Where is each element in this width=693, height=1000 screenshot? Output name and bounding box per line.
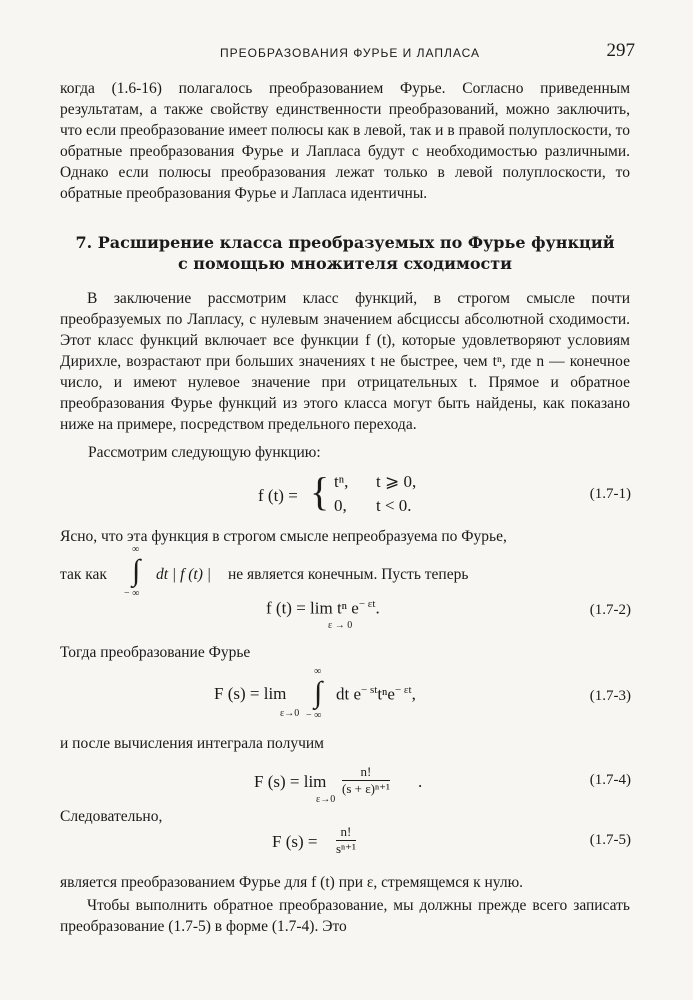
after-integral-line: и после вычисления интеграла получим	[60, 735, 324, 752]
eq3-mid: tⁿe	[377, 684, 395, 704]
eq5-denominator: sⁿ⁺¹	[336, 841, 356, 856]
sokak-lower-limit: − ∞	[124, 588, 140, 599]
eq3-tail: ,	[411, 684, 416, 704]
sokak-prefix: так как	[60, 566, 107, 583]
eq4-limit-sub: ε→0	[316, 794, 336, 805]
eq3-body	[336, 684, 416, 705]
eq2-exponent: − εt	[358, 598, 376, 610]
final-paragraph: Чтобы выполнить обратное преобразование, мы должны прежде всего записать преобразование (1.7-5) в форме (1.7-4). Это	[60, 897, 630, 935]
eq2-number: (1.7-2)	[589, 602, 631, 618]
eq3-lower-limit: − ∞	[306, 710, 322, 721]
eq4-number: (1.7-4)	[589, 772, 631, 788]
eq1-number: (1.7-1)	[589, 486, 631, 502]
eq3-lhs: F (s) = lim	[214, 684, 287, 703]
eq4-numerator: n!	[342, 764, 390, 781]
sokak-suffix: не является конечным. Пусть теперь	[228, 566, 469, 583]
eq5-lhs: F (s) =	[272, 832, 318, 851]
eq5-fraction	[336, 824, 356, 857]
eq4-tail: .	[418, 772, 423, 791]
eq1-case1-cond: t ⩾ 0,	[376, 472, 417, 491]
eq3-integral-sign: ∫	[314, 676, 323, 709]
section-title-line-2: с помощью множителя сходимости	[177, 254, 513, 273]
eq3-exp1: − st	[361, 684, 378, 696]
clearly-line: Ясно, что эта функция в строгом смысле непреобразуема по Фурье,	[60, 528, 507, 545]
eq5-numerator: n!	[336, 824, 356, 841]
equation-1-7-2	[266, 598, 380, 631]
eq1-case2-expr: 0,	[334, 496, 347, 515]
consequently-line: Следовательно,	[60, 808, 163, 825]
eq3-exp2: − εt	[394, 684, 412, 696]
section-title-line-1: 7. Расширение класса преобразуемых по Фурье функций	[75, 233, 615, 252]
eq5-number: (1.7-5)	[589, 832, 631, 848]
eq1-brace: {	[310, 469, 330, 514]
eq3-number: (1.7-3)	[589, 688, 631, 704]
eq1-case1-expr: tⁿ,	[334, 472, 349, 491]
sokak-upper-limit: ∞	[132, 544, 140, 555]
eq1-lhs: f (t) =	[258, 486, 298, 505]
eq2-limit-sub: ε → 0	[328, 620, 353, 631]
is-fourier-line: является преобразованием Фурье для f (t) при ε, стремящемся к нулю.	[60, 874, 524, 891]
page-header	[60, 40, 635, 68]
paragraph-class-description: В заключение рассмотрим класс функций, в строгом смысле почти преобразуемых по Лапласу, с нулевым значением абсциссы абсолютной сходимости. Этот класс функций включает все функции f (t), которые удовлетворяют условиям Дирихле, возрастают при больших значениях t не быстрее, чем tⁿ, где n — конечное число, и имеют нулевое значение при отрицательных t. Прямое и обратное преобразования Фурье функций из этого класса могут быть найдены, как показано ниже на примере, посредством предельного перехода.	[60, 290, 630, 433]
eq3-limit-sub: ε→0	[280, 708, 300, 719]
eq1-case2-cond: t < 0.	[376, 496, 412, 515]
eq4-lhs: F (s) = lim	[254, 772, 327, 791]
sokak-integrand: dt | f (t) |	[156, 566, 212, 583]
running-head: ПРЕОБРАЗОВАНИЯ ФУРЬЕ И ЛАПЛАСА	[220, 46, 481, 60]
eq2-tail: .	[375, 598, 380, 618]
section-title	[60, 232, 630, 274]
eq3-integrand: dt e	[336, 684, 362, 704]
eq4-fraction	[342, 764, 390, 797]
eq3-upper-limit: ∞	[314, 666, 322, 677]
eq2-lhs: f (t) = lim tⁿ e	[266, 598, 359, 618]
eq4-denominator: (s + ε)ⁿ⁺¹	[342, 781, 390, 796]
intro-paragraph: когда (1.6-16) полагалось преобразованием Фурье. Согласно приведенным результатам, а также свойству единственности преобразований, можно заключить, что если преобразование имеет полюсы как в левой, так и в правой полуплоскости, то обратные преобразования Фурье и Лапласа будут с необходимостью различными. Однако если полюсы преобразования лежат только в левой полуплоскости, то обратные преобразования Фурье и Лапласа идентичны.	[60, 80, 630, 202]
consider-line: Рассмотрим следующую функцию:	[88, 444, 321, 461]
page-number: 297	[606, 40, 635, 61]
integral-sign: ∫	[132, 554, 141, 587]
then-line: Тогда преобразование Фурье	[60, 644, 251, 661]
